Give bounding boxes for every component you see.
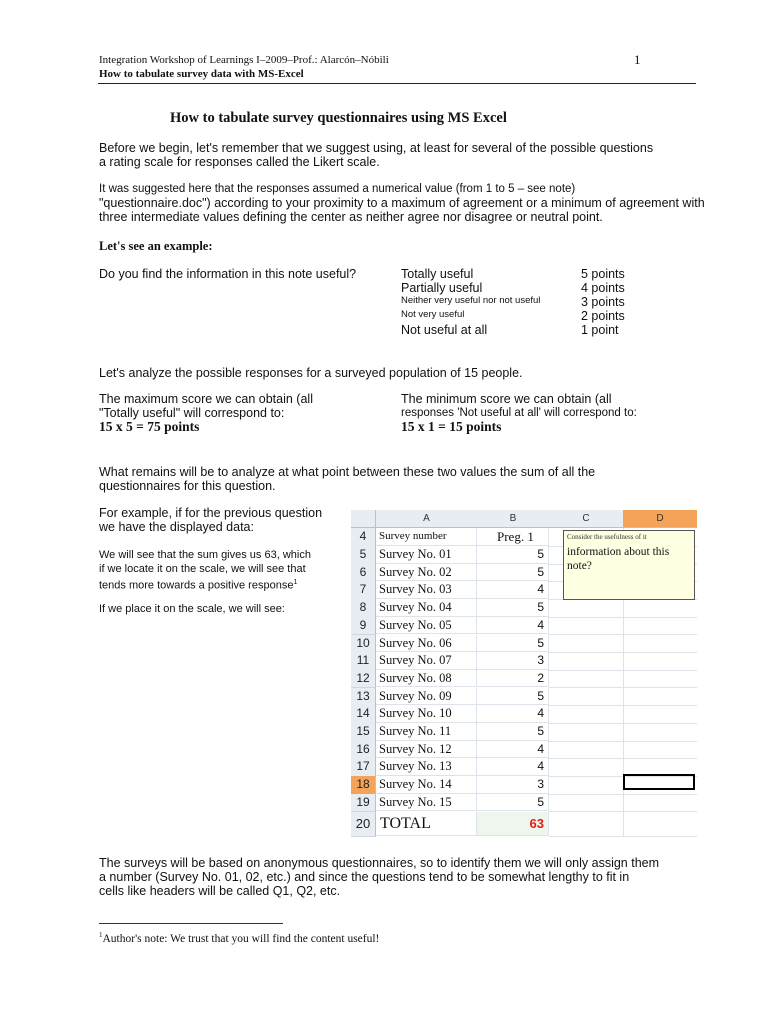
page-title: How to tabulate survey questionnaires using MS Excel xyxy=(170,110,507,126)
header-rule xyxy=(98,83,696,84)
row-number[interactable]: 4 xyxy=(351,528,376,547)
table-row xyxy=(351,705,697,723)
cell-response-value[interactable]: 5 xyxy=(477,723,549,741)
cell-total-label[interactable]: TOTAL xyxy=(376,812,477,836)
scale-points-4: 2 points xyxy=(581,309,625,323)
row-number[interactable]: 20 xyxy=(351,812,376,837)
analyze-line: Let's analyze the possible responses for a surveyed population of 15 people. xyxy=(99,366,523,380)
sheet-total-row xyxy=(351,812,697,836)
table-row xyxy=(351,688,697,706)
page-number: 1 xyxy=(634,52,641,67)
cell-response-value[interactable]: 5 xyxy=(477,794,549,812)
cell-survey-name[interactable]: Survey No. 10 xyxy=(376,705,477,723)
spreadsheet xyxy=(351,510,697,836)
cell-response-value[interactable]: 5 xyxy=(477,688,549,706)
sheet-corner[interactable] xyxy=(351,510,376,528)
cell[interactable] xyxy=(623,741,697,760)
cell-response-value[interactable]: 4 xyxy=(477,758,549,776)
table-row xyxy=(351,617,697,635)
table-row xyxy=(351,670,697,688)
scale-label-2: Partially useful xyxy=(401,281,483,295)
max-formula: 15 x 5 = 75 points xyxy=(99,419,200,434)
row-number[interactable]: 8 xyxy=(351,599,376,618)
row-number[interactable]: 6 xyxy=(351,564,376,583)
row-number[interactable]: 10 xyxy=(351,635,376,654)
cell-comment xyxy=(563,530,695,600)
cell[interactable] xyxy=(623,705,697,724)
intro-paragraph-2: It was suggested here that the responses assumed a numerical value (from 1 to 5 – see note) "questionnaire.doc") according to your proximity to a maximum of agreement or a minimum of agreement with three intermediate values defining the center as neither agree nor disagree or neutral point. xyxy=(99,183,705,224)
cell[interactable] xyxy=(549,635,624,654)
scale-points-5: 1 point xyxy=(581,323,619,337)
cell-survey-name[interactable]: Survey No. 06 xyxy=(376,635,477,653)
cell-survey-name[interactable]: Survey No. 12 xyxy=(376,741,477,759)
cell[interactable] xyxy=(623,794,697,813)
cell-response-value[interactable]: 5 xyxy=(477,564,549,582)
cell[interactable] xyxy=(623,812,697,837)
cell-total-value[interactable]: 63 xyxy=(477,812,549,836)
cell-response-value[interactable]: 2 xyxy=(477,670,549,688)
footnote: $^1$Author's note: We trust that you will find the content useful! xyxy=(99,931,380,945)
row-number[interactable]: 18 xyxy=(351,776,376,795)
table-row xyxy=(351,741,697,759)
cell-survey-name[interactable]: Survey No. 02 xyxy=(376,564,477,582)
max-score-block: The maximum score we can obtain (all "Totally useful" will correspond to: 15 x 5 = 75 points xyxy=(99,392,313,434)
cell-survey-name[interactable]: Survey No. 07 xyxy=(376,652,477,670)
cell[interactable] xyxy=(623,688,697,707)
footnote-rule xyxy=(99,923,283,924)
running-header-line2: How to tabulate survey data with MS-Excel xyxy=(99,68,304,80)
cell-survey-name[interactable]: Survey No. 09 xyxy=(376,688,477,706)
cell[interactable] xyxy=(623,723,697,742)
place-on-scale: If we place it on the scale, we will see: xyxy=(99,603,285,615)
scale-points-2: 4 points xyxy=(581,281,625,295)
table-row xyxy=(351,635,697,653)
intro-paragraph-1: Before we begin, let's remember that we suggest using, at least for several of the possible questions a rating scale for responses called the Likert scale. xyxy=(99,141,654,169)
table-row xyxy=(351,794,697,812)
cell[interactable] xyxy=(549,617,624,636)
cell[interactable] xyxy=(623,670,697,689)
cell-response-value[interactable]: 5 xyxy=(477,599,549,617)
cell-survey-number-header[interactable]: Survey number xyxy=(376,528,477,546)
cell[interactable] xyxy=(549,688,624,707)
row-number[interactable]: 5 xyxy=(351,546,376,565)
cell[interactable] xyxy=(623,617,697,636)
cell[interactable] xyxy=(549,758,624,777)
cell-survey-name[interactable]: Survey No. 13 xyxy=(376,758,477,776)
col-header-d[interactable]: D xyxy=(623,510,697,528)
row-number[interactable]: 17 xyxy=(351,758,376,777)
cell[interactable] xyxy=(549,599,624,618)
cell-survey-name[interactable]: Survey No. 14 xyxy=(376,776,477,794)
row-number[interactable]: 11 xyxy=(351,652,376,671)
row-number[interactable]: 16 xyxy=(351,741,376,760)
running-header-line1: Integration Workshop of Learnings I–2009–Prof.: Alarcón–Nóbili xyxy=(99,54,389,66)
col-header-a[interactable]: A xyxy=(376,510,477,528)
cell-survey-name[interactable]: Survey No. 04 xyxy=(376,599,477,617)
comment-text: information about this note? xyxy=(567,546,670,572)
col-header-c[interactable]: C xyxy=(549,510,623,528)
cell-survey-name[interactable]: Survey No. 15 xyxy=(376,794,477,812)
scale-label-1: Totally useful xyxy=(401,267,474,281)
scale-label-3: Neither very useful nor not useful xyxy=(401,295,541,306)
cell-response-value[interactable]: 3 xyxy=(477,652,549,670)
sum-explanation: We will see that the sum gives us 63, which if we locate it on the scale, we will see that tends more towards a positive response$^1$ xyxy=(99,549,311,592)
scale-points-3: 3 points xyxy=(581,295,625,309)
cell[interactable] xyxy=(623,599,697,618)
row-number[interactable]: 7 xyxy=(351,581,376,600)
col-header-b[interactable]: B xyxy=(477,510,549,528)
closing-paragraph: The surveys will be based on anonymous questionnaires, so to identify them we will only assign them a number (Survey No. 01, 02, etc.) and since the questions tend to be somewhat lengthy to fit in cells like headers will be called Q1, Q2, etc. xyxy=(99,856,660,898)
cell[interactable] xyxy=(549,670,624,689)
example-question: Do you find the information in this note useful? xyxy=(99,267,357,281)
cell-survey-name[interactable]: Survey No. 03 xyxy=(376,581,477,599)
scale-points-1: 5 points xyxy=(581,267,625,281)
table-row xyxy=(351,599,697,617)
min-score-block: The minimum score we can obtain (all responses 'Not useful at all' will correspond to: 15 x 1 = 15 points xyxy=(401,392,637,434)
cell[interactable] xyxy=(623,652,697,671)
row-number[interactable]: 15 xyxy=(351,723,376,742)
row-number[interactable]: 12 xyxy=(351,670,376,689)
cell[interactable] xyxy=(549,741,624,760)
example-heading: Let's see an example: xyxy=(99,239,213,253)
cell-response-value[interactable]: 4 xyxy=(477,617,549,635)
cell[interactable] xyxy=(549,652,624,671)
cell-survey-name[interactable]: Survey No. 01 xyxy=(376,546,477,564)
comment-small-text: Consider the usefulness of it xyxy=(567,533,647,541)
cell-survey-name[interactable]: Survey No. 11 xyxy=(376,723,477,741)
cell-survey-name[interactable]: Survey No. 05 xyxy=(376,617,477,635)
scale-label-5: Not useful at all xyxy=(401,323,488,337)
table-row xyxy=(351,723,697,741)
cell[interactable] xyxy=(549,776,624,795)
row-number[interactable]: 14 xyxy=(351,705,376,724)
cell[interactable] xyxy=(549,812,624,837)
cell-response-value[interactable]: 3 xyxy=(477,776,549,794)
example-intro: For example, if for the previous question we have the displayed data: xyxy=(99,506,323,534)
row-number[interactable]: 19 xyxy=(351,794,376,813)
row-number[interactable]: 13 xyxy=(351,688,376,707)
cell[interactable] xyxy=(549,723,624,742)
cell-response-value[interactable]: 5 xyxy=(477,546,549,564)
row-number[interactable]: 9 xyxy=(351,617,376,636)
cell[interactable] xyxy=(549,794,624,813)
remains-paragraph: What remains will be to analyze at what point between these two values the sum of all the questionnaires for this question. xyxy=(99,465,596,493)
cell-preg1-header[interactable]: Preg. 1 xyxy=(477,528,549,546)
cell-survey-name[interactable]: Survey No. 08 xyxy=(376,670,477,688)
cell-response-value[interactable]: 5 xyxy=(477,635,549,653)
cell-response-value[interactable]: 4 xyxy=(477,581,549,599)
table-row xyxy=(351,652,697,670)
min-formula: 15 x 1 = 15 points xyxy=(401,419,502,434)
cell-response-value[interactable]: 4 xyxy=(477,741,549,759)
active-cell-d18[interactable] xyxy=(623,774,695,790)
scale-label-4: Not very useful xyxy=(401,309,465,320)
cell[interactable] xyxy=(549,705,624,724)
cell-response-value[interactable]: 4 xyxy=(477,705,549,723)
cell[interactable] xyxy=(623,635,697,654)
